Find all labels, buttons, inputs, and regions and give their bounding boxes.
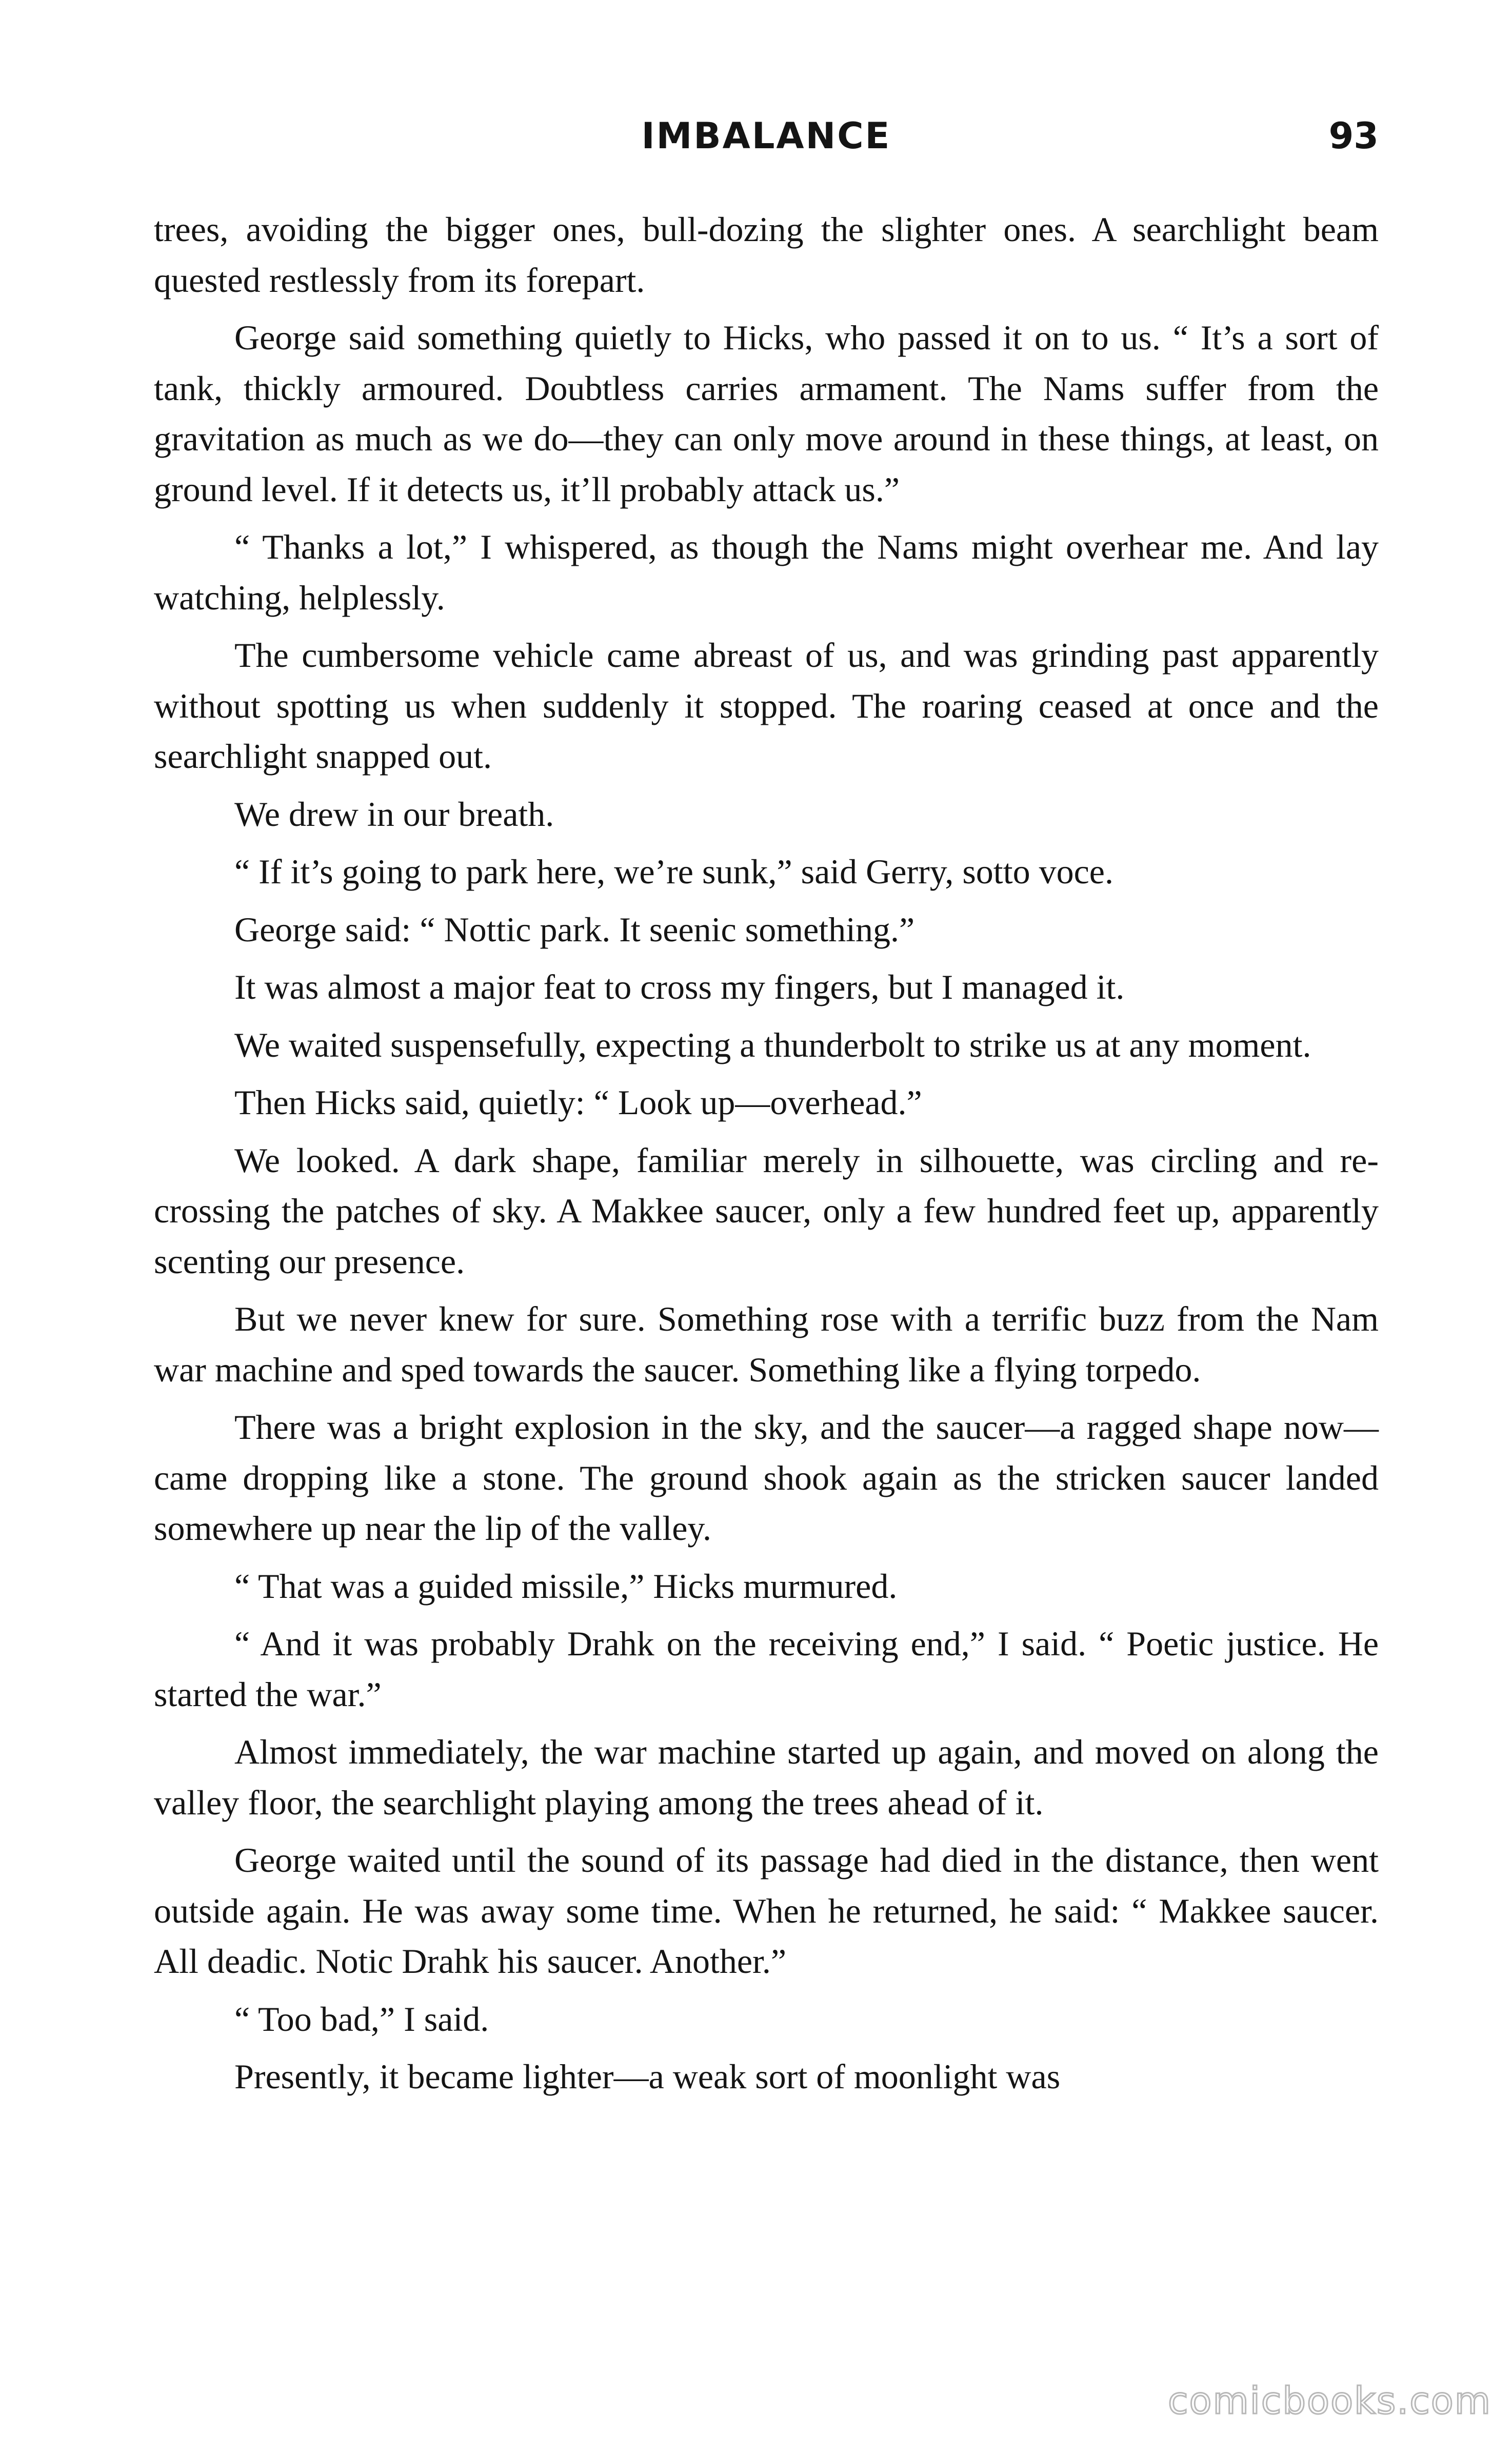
paragraph-10: Then Hicks said, quietly: “ Look up—overhead.” [234,1083,922,1122]
paragraph-18: “ Too bad,” I said. [234,1999,489,2039]
paragraph-13: There was a bright explosion in the sky, and the saucer—a ragged shape now—came dropping like a stone. The ground shook again as the stricken saucer landed somewhere up near the lip of the valley. [154,1408,1379,1548]
paragraph-5: We drew in our breath. [234,794,554,834]
paragraph-11: We looked. A dark shape, familiar merely in silhouette, was circling and re-crossing the patches of sky. A Makkee saucer, only a few hundred feet up, apparently scenting our presence. [154,1140,1379,1281]
paragraph-2: George said something quietly to Hicks, who passed it on to us. “ It’s a sort of tank, thickly armoured. Doubtless carries armament. The Nams suffer from the gravitation as much as we do—they can only move around in these things, at least, on ground level. If it detects us, it’ll probably attack us.” [154,318,1379,509]
paragraph-7: George said: “ Nottic park. It seenic something.” [234,909,915,949]
paragraph-19: Presently, it became lighter—a weak sort of moonlight was [234,2057,1061,2096]
watermark: comicbooks.com [1167,2379,1491,2422]
running-title: IMBALANCE [641,115,891,157]
paragraph-12: But we never knew for sure. Something rose with a terrific buzz from the Nam war machine and sped towards the saucer. Something like a flying torpedo. [154,1299,1379,1389]
paragraph-6: “ If it’s going to park here, we’re sunk,” said Gerry, sotto voce. [234,852,1113,891]
paragraph-1: trees, avoiding the bigger ones, bull-dozing the slighter ones. A searchlight beam quested restlessly from its forepart. [154,210,1379,300]
paragraph-16: Almost immediately, the war machine started up again, and moved on along the valley floor, the searchlight playing among the trees ahead of it. [154,1732,1379,1822]
body-text [154,204,1379,2109]
paragraph-17: George waited until the sound of its passage had died in the distance, then went outside again. He was away some time. When he returned, he said: “ Makkee saucer. All deadic. Notic Drahk his saucer. Another.” [154,1841,1379,1981]
paragraph-3: “ Thanks a lot,” I whispered, as though the Nams might overhear me. And lay watching, helplessly. [154,527,1379,617]
paragraph-8: It was almost a major feat to cross my fingers, but I managed it. [234,967,1125,1006]
paragraph-14: “ That was a guided missile,” Hicks murmured. [234,1566,898,1606]
running-head [154,110,1379,162]
page-number: 93 [1328,115,1379,157]
paragraph-9: We waited suspensefully, expecting a thunderbolt to strike us at any moment. [234,1025,1311,1064]
paragraph-4: The cumbersome vehicle came abreast of us, and was grinding past apparently without spotting us when suddenly it stopped. The roaring ceased at once and the searchlight snapped out. [154,636,1379,776]
paragraph-15: “ And it was probably Drahk on the receiving end,” I said. “ Poetic justice. He started the war.” [154,1624,1379,1714]
